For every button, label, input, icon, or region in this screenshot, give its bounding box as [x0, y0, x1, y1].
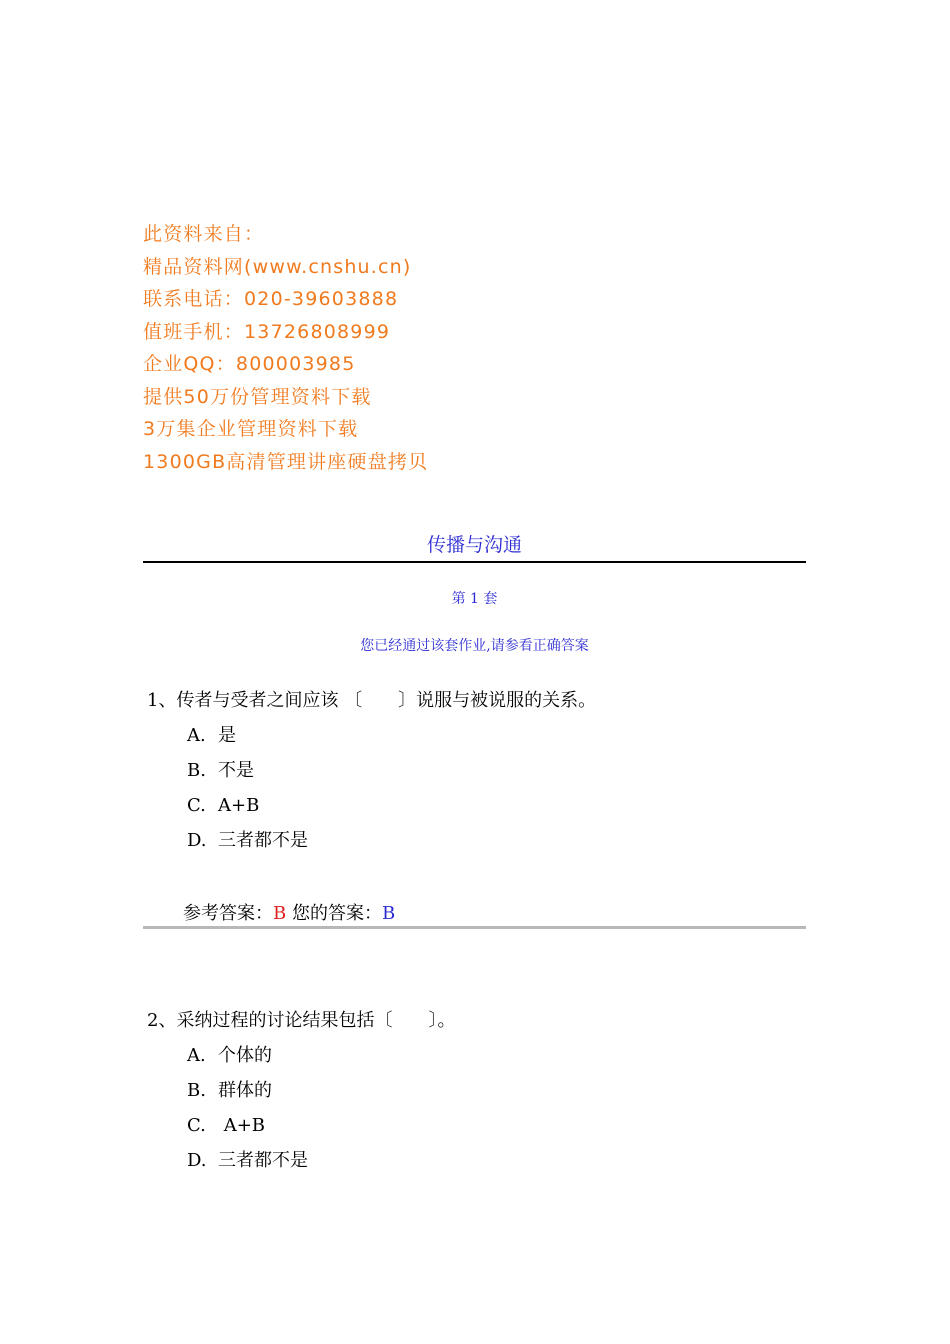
promo-qq-line: 企业QQ：800003985 — [143, 353, 356, 375]
option-text: 个体的 — [218, 1045, 272, 1066]
reference-answer-label: 参考答案： — [183, 903, 273, 924]
question-1-answer — [183, 902, 395, 926]
option-letter: A. — [187, 1045, 206, 1066]
question-2-option-a — [187, 1044, 272, 1068]
option-letter: C. — [187, 1115, 206, 1136]
question-2-text: 2、采纳过程的讨论结果包括〔 〕。 — [147, 1010, 456, 1031]
option-text: 不是 — [218, 760, 254, 781]
question-1-option-c — [187, 794, 259, 818]
your-answer-label: 您的答案： — [291, 903, 382, 924]
completion-notice: 您已经通过该套作业,请参看正确答案 — [360, 638, 589, 654]
promo-disk-line: 1300GB高清管理讲座硬盘拷贝 — [143, 450, 429, 473]
question-2-option-c — [187, 1114, 265, 1138]
reference-answer-value: B — [273, 903, 287, 924]
option-letter: A. — [187, 725, 206, 746]
question-1-option-d — [187, 829, 308, 853]
option-letter: C. — [187, 795, 206, 816]
promo-mobile-line: 值班手机：13726808999 — [143, 320, 391, 343]
option-letter: B. — [187, 1080, 206, 1101]
question-1-option-b — [187, 759, 254, 783]
option-text: A+B — [218, 795, 260, 816]
option-text: 群体的 — [218, 1080, 272, 1101]
question-2-option-d — [187, 1149, 308, 1173]
option-text: A+B — [218, 1115, 266, 1136]
set-label: 第 1 套 — [451, 591, 498, 607]
option-text: 三者都不是 — [218, 830, 308, 851]
option-text: 是 — [218, 725, 236, 746]
answer-divider — [143, 926, 806, 929]
option-text: 三者都不是 — [218, 1150, 308, 1171]
option-letter: D. — [187, 830, 207, 851]
your-answer-value: B — [381, 903, 396, 924]
promo-source-line: 此资料来自： — [143, 223, 265, 245]
option-letter: B. — [187, 760, 206, 781]
question-2-option-b — [187, 1079, 272, 1103]
promo-block — [143, 218, 428, 478]
question-1-text: 1、传者与受者之间应该 〔 〕说服与被说服的关系。 — [147, 690, 597, 711]
page-title: 传播与沟通 — [426, 534, 522, 556]
option-letter: D. — [187, 1150, 207, 1171]
promo-offer-line: 提供50万份管理资料下载 — [143, 385, 372, 408]
promo-phone-line: 联系电话：020-39603888 — [143, 288, 399, 310]
question-1-option-a — [187, 724, 236, 748]
promo-website-line: 精品资料网(www.cnshu.cn) — [143, 255, 412, 278]
promo-video-line: 3万集企业管理资料下载 — [143, 418, 359, 440]
title-divider — [143, 561, 806, 563]
